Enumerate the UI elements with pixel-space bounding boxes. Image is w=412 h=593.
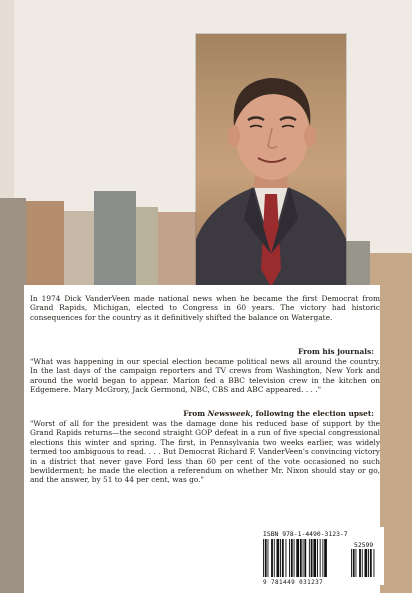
- barcode-stripe: [313, 539, 316, 577]
- barcode-stripe: [324, 539, 327, 577]
- author-photo: [196, 34, 346, 287]
- barcode-stripe: [296, 539, 299, 577]
- barcode-stripe: [282, 539, 284, 577]
- barcode-stripe: [370, 549, 372, 577]
- barcode-stripe: [286, 539, 287, 577]
- barcode-stripe: [365, 549, 368, 577]
- barcode-stripe: [353, 549, 355, 577]
- barcode-stripe: [291, 539, 293, 577]
- price-code: 52599: [354, 541, 374, 549]
- barcode-number: 9 781449 031237: [263, 579, 324, 586]
- barcode-stripe: [374, 549, 375, 577]
- book-spine: [0, 198, 26, 593]
- newsweek-heading-prefix: From: [183, 409, 208, 418]
- barcode-stripe: [294, 539, 295, 577]
- newsweek-heading-suffix: , following the election upset:: [250, 409, 374, 418]
- barcode-stripe: [311, 539, 313, 577]
- barcode-stripe: [309, 539, 310, 577]
- barcode-stripe: [362, 549, 363, 577]
- barcode-stripe: [289, 539, 290, 577]
- barcode-stripe: [280, 539, 281, 577]
- barcode-stripe: [351, 549, 352, 577]
- barcode-stripe: [317, 539, 318, 577]
- barcode-stripe: [271, 539, 273, 577]
- barcode-stripe: [356, 549, 357, 577]
- trademark-symbol: ®: [158, 532, 165, 539]
- barcode-stripe: [265, 539, 267, 577]
- journals-quote: "What was happening in our special election became political news all around the country. In the last days of the campaign reporters and TV crews from Washington, New York and around the world began to appear. Marion fed a BBC television crew in the kitchen on Edgemere. Mary McGrory, Jack Germond, NBC, CBS and ABC appeared. . . .": [30, 357, 380, 395]
- publisher-logo: [24, 532, 164, 554]
- barcode-stripe: [322, 539, 323, 577]
- newsweek-quote: "Worst of all for the president was the damage done his reduced base of support by the Grand Rapids returns—the second straight GOP defeat in a run of five special congressional elections this winter and spring. The first, in Pennsylvania two weeks earlier, was widely termed too ambiguous to read. . . . But Democrat Richard F. VanderVeen's convincing victory in a district that never gave Ford less than 60 per cent of the vote occasioned no such bewilderment; he made the election a referendum on whether Mr. Nixon should stay or go, and the answer, by 51 to 44 per cent, was go.": [30, 419, 380, 485]
- intro-paragraph: In 1974 Dick VanderVeen made national news when he became the first Democrat from Grand Rapids, Michigan, elected to Congress in 60 years. The victory had historic consequences for the country as it definitively shifted the balance on Watergate.: [30, 294, 380, 322]
- newsweek-heading: [183, 409, 374, 418]
- barcode-stripe: [268, 539, 269, 577]
- barcode-stripe: [368, 549, 369, 577]
- journals-heading: From his journals:: [298, 347, 374, 356]
- barcode-stripe: [300, 539, 302, 577]
- barcode-stripe: [320, 539, 321, 577]
- newsweek-source: Newsweek: [207, 409, 251, 418]
- portrait-illustration: [196, 34, 346, 287]
- isbn-label: ISBN 978-1-4490-3123-7: [263, 530, 348, 538]
- barcode-stripe: [274, 539, 275, 577]
- barcode-stripe: [303, 539, 304, 577]
- logo-author-text: author: [24, 532, 86, 554]
- barcode-stripe: [277, 539, 280, 577]
- logo-house-text: HOUSE: [85, 532, 159, 554]
- barcode-stripe: [263, 539, 264, 577]
- barcode-bars: [259, 539, 384, 579]
- barcode-stripe: [304, 539, 306, 577]
- barcode-stripe: [359, 549, 361, 577]
